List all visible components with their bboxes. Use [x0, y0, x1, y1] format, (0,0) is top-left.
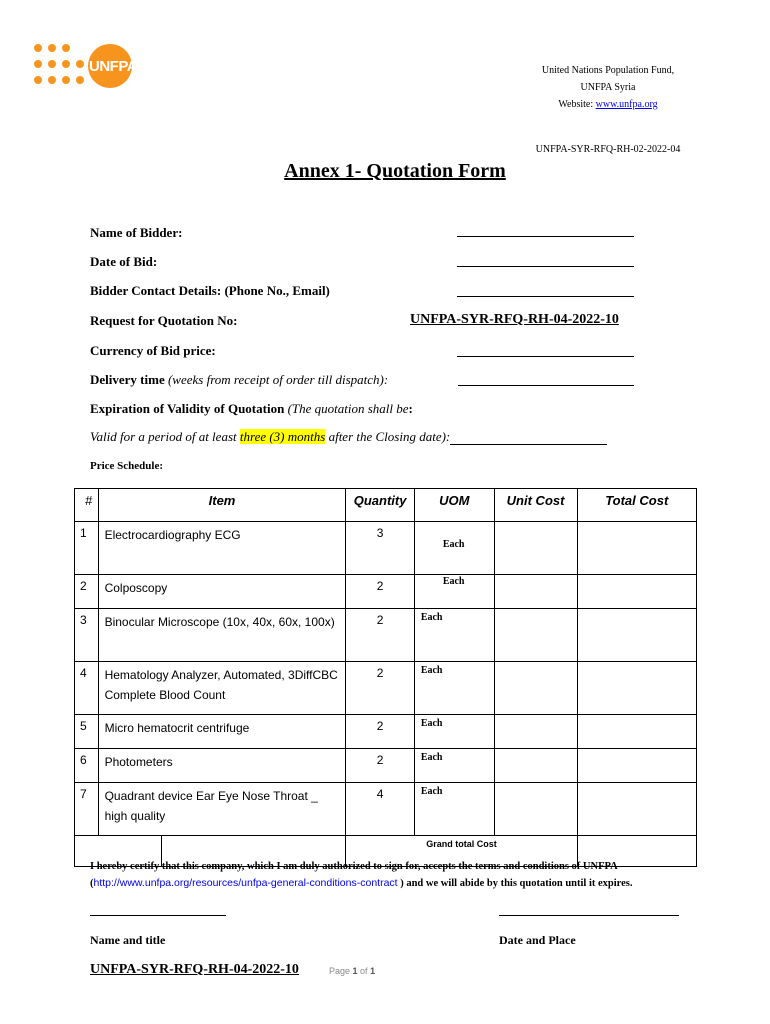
website-label: Website: — [558, 99, 596, 110]
table-row — [75, 662, 697, 715]
row-uom: Each — [414, 783, 494, 836]
row-item: Binocular Microscope (10x, 40x, 60x, 100x) — [98, 609, 346, 662]
org-line-2: UNFPA Syria — [580, 82, 636, 93]
row-item: Photometers — [98, 749, 346, 783]
header-num: # — [75, 489, 99, 522]
price-schedule-table — [74, 488, 697, 867]
table-row — [75, 522, 697, 575]
expiration-note: (The quotation shall be — [287, 401, 409, 416]
row-total-cost[interactable] — [577, 715, 697, 749]
logo-text: UNFPA — [89, 58, 138, 75]
row-total-cost[interactable] — [577, 575, 697, 609]
validity-line: Valid for a period of at least three (3) months after the Closing date): — [90, 429, 607, 445]
row-uom: Each — [414, 575, 494, 609]
certification-text: I hereby certify that this company, which I am duly authorized to sign for, accepts the terms and conditions of UNFPA (http://www.unfpa.org/resources/unfpa-general-conditions-contract ) and we will abide by this quotation until it expires. — [90, 861, 633, 889]
table-row — [75, 749, 697, 783]
org-info — [480, 62, 736, 113]
row-qty: 2 — [346, 715, 414, 749]
bidder-name-label: Name of Bidder: — [90, 225, 183, 240]
rfq-label: Request for Quotation No: — [90, 313, 238, 328]
row-qty: 2 — [346, 749, 414, 783]
document-reference: UNFPA-SYR-RFQ-RH-02-2022-04 — [535, 144, 681, 155]
row-unit-cost[interactable] — [494, 662, 577, 715]
row-uom: Each — [414, 715, 494, 749]
row-uom: Each — [414, 522, 494, 575]
contact-label: Bidder Contact Details: (Phone No., Email) — [90, 283, 330, 298]
row-uom: Each — [414, 749, 494, 783]
row-qty: 3 — [346, 522, 414, 575]
table-row — [75, 575, 697, 609]
row-item: Micro hematocrit centrifuge — [98, 715, 346, 749]
delivery-note: (weeks from receipt of order till dispatch): — [167, 372, 389, 387]
row-num: 3 — [75, 609, 99, 662]
row-total-cost[interactable] — [577, 609, 697, 662]
table-row — [75, 783, 697, 836]
currency-label: Currency of Bid price: — [90, 343, 216, 358]
row-item: Hematology Analyzer, Automated, 3DiffCBC Complete Blood Count — [98, 662, 346, 715]
row-num: 7 — [75, 783, 99, 836]
header-item: Item — [98, 489, 346, 522]
org-line-1: United Nations Population Fund, — [541, 65, 675, 76]
row-num: 1 — [75, 522, 99, 575]
date-place-label: Date and Place — [499, 933, 576, 947]
row-qty: 2 — [346, 662, 414, 715]
row-num: 5 — [75, 715, 99, 749]
currency-line[interactable] — [457, 356, 634, 357]
row-unit-cost[interactable] — [494, 575, 577, 609]
page-number: Page 1 of 1 — [329, 966, 376, 976]
row-qty: 4 — [346, 783, 414, 836]
row-total-cost[interactable] — [577, 783, 697, 836]
row-unit-cost[interactable] — [494, 783, 577, 836]
header-uom: UOM — [414, 489, 494, 522]
row-unit-cost[interactable] — [494, 749, 577, 783]
bid-date-label: Date of Bid: — [90, 254, 158, 269]
grand-total-label: Grand total Cost — [346, 836, 577, 867]
row-num: 2 — [75, 575, 99, 609]
row-unit-cost[interactable] — [494, 715, 577, 749]
row-num: 4 — [75, 662, 99, 715]
delivery-line[interactable] — [458, 385, 634, 386]
table-row — [75, 609, 697, 662]
unfpa-logo — [34, 44, 138, 94]
row-unit-cost[interactable] — [494, 609, 577, 662]
row-uom: Each — [414, 609, 494, 662]
bid-date-line[interactable] — [457, 266, 634, 267]
website-link[interactable]: www.unfpa.org — [595, 99, 658, 110]
date-place-line[interactable] — [499, 915, 679, 916]
row-total-cost[interactable] — [577, 749, 697, 783]
row-unit-cost[interactable] — [494, 522, 577, 575]
delivery-label: Delivery time (weeks from receipt of order till dispatch): — [90, 372, 389, 387]
contact-line[interactable] — [457, 296, 634, 297]
row-num: 6 — [75, 749, 99, 783]
table-row — [75, 715, 697, 749]
name-title-label: Name and title — [90, 933, 166, 947]
header-unit-cost: Unit Cost — [494, 489, 577, 522]
conditions-link[interactable]: http://www.unfpa.org/resources/unfpa-general-conditions-contract — [93, 877, 398, 889]
row-item: Quadrant device Ear Eye Nose Throat _ high quality — [98, 783, 346, 836]
table-header-row — [75, 489, 697, 522]
price-schedule-label: Price Schedule: — [90, 460, 164, 472]
expiration-label: Expiration of Validity of Quotation (The quotation shall be: — [90, 401, 413, 416]
header-total-cost: Total Cost — [577, 489, 697, 522]
rfq-value: UNFPA-SYR-RFQ-RH-04-2022-10 — [410, 312, 619, 327]
row-item: Electrocardiography ECG — [98, 522, 346, 575]
page-title: Annex 1- Quotation Form — [284, 160, 506, 182]
bidder-name-line[interactable] — [457, 236, 634, 237]
row-qty: 2 — [346, 609, 414, 662]
row-total-cost[interactable] — [577, 522, 697, 575]
row-qty: 2 — [346, 575, 414, 609]
name-title-line[interactable] — [90, 915, 226, 916]
footer-reference: UNFPA-SYR-RFQ-RH-04-2022-10 — [90, 962, 299, 977]
header-quantity: Quantity — [346, 489, 414, 522]
row-uom: Each — [414, 662, 494, 715]
validity-highlight: three (3) months — [239, 429, 326, 444]
row-total-cost[interactable] — [577, 662, 697, 715]
validity-input-line[interactable] — [450, 431, 607, 445]
row-item: Colposcopy — [98, 575, 346, 609]
